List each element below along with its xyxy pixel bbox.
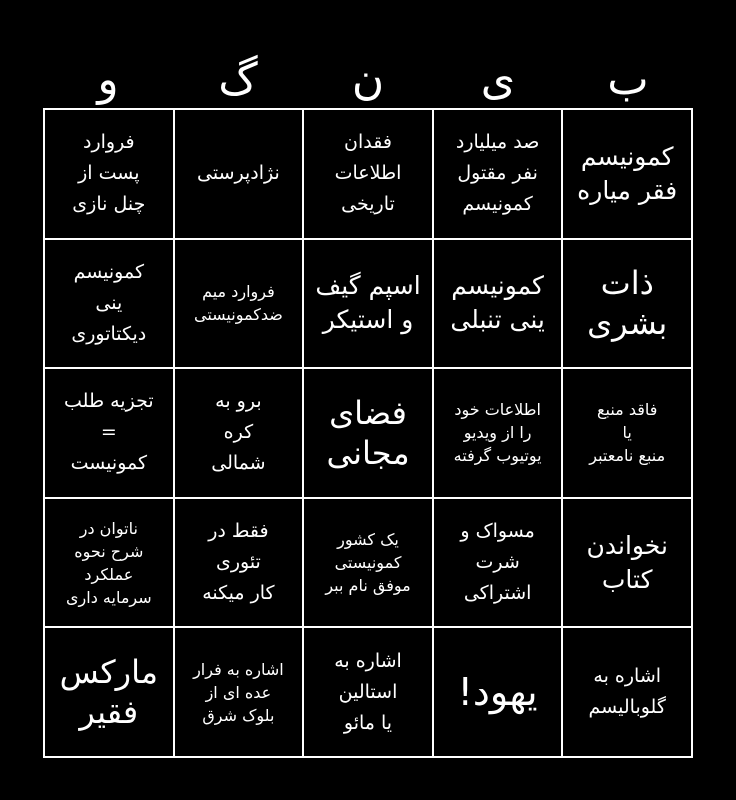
header-letter: گ <box>218 54 258 105</box>
cell-text: صد میلیارد نفر مقتول کمونیسم <box>455 131 540 216</box>
cell-text: فاقد منبع یا منبع نامعتبر <box>589 400 666 466</box>
bingo-cell[interactable] <box>303 498 433 628</box>
bingo-cell[interactable] <box>562 498 692 628</box>
bingo-cell[interactable] <box>174 368 304 498</box>
cell-text: اشاره به گلوبالیسم <box>588 665 666 719</box>
header-letter: ن <box>351 54 385 105</box>
cell-text: فقط در تئوری کار میکنه <box>202 520 275 605</box>
bingo-header <box>43 52 693 108</box>
bingo-cell[interactable] <box>303 239 433 369</box>
header-letter: و <box>97 54 119 105</box>
bingo-cell[interactable] <box>44 109 174 239</box>
bingo-cell[interactable] <box>174 239 304 369</box>
cell-text: کمونیسم فقر میاره <box>577 141 678 205</box>
cell-text: فروارد پست از چنل نازی <box>72 131 146 216</box>
bingo-cell[interactable] <box>44 239 174 369</box>
bingo-cell[interactable] <box>562 109 692 239</box>
cell-text: اسپم گیف و استیکر <box>315 271 421 335</box>
cell-text: تجزیه طلب = کمونیست <box>64 390 154 475</box>
bingo-cell[interactable] <box>562 368 692 498</box>
header-letter: ی <box>480 54 516 105</box>
cell-text: برو به کره شمالی <box>211 390 266 475</box>
cell-text: کمونیسم ینی تنبلی <box>450 271 545 335</box>
bingo-board <box>43 108 693 758</box>
bingo-cell[interactable] <box>44 368 174 498</box>
cell-text: یک کشور کمونیستی موفق نام ببر <box>325 530 411 596</box>
bingo-cell[interactable] <box>562 627 692 757</box>
cell-text: اشاره به استالین یا مائو <box>334 649 402 734</box>
bingo-cell[interactable] <box>433 498 563 628</box>
cell-text: ذات بشری <box>587 264 668 343</box>
bingo-cell[interactable] <box>174 498 304 628</box>
bingo-cell[interactable] <box>303 627 433 757</box>
bingo-cell[interactable] <box>44 627 174 757</box>
cell-text: یهود! <box>457 670 538 715</box>
bingo-cell[interactable] <box>303 109 433 239</box>
bingo-cell[interactable] <box>433 109 563 239</box>
bingo-cell[interactable] <box>433 627 563 757</box>
bingo-cell[interactable] <box>44 498 174 628</box>
cell-text: اطلاعات خود را از ویدیو یوتیوب گرفته <box>453 400 542 466</box>
cell-text: ناتوان در شرح نحوه عملکرد سرمایه داری <box>66 518 152 607</box>
cell-text: نژادپرستی <box>197 162 280 185</box>
bingo-cell[interactable] <box>433 368 563 498</box>
bingo-cell free-space[interactable] <box>303 368 433 498</box>
cell-text: اشاره به فرار عده ای از بلوک شرق <box>193 659 284 725</box>
cell-text: فقدان اطلاعات تاریخی <box>334 131 402 216</box>
cell-text: فضای مجانی <box>326 393 410 472</box>
bingo-cell[interactable] <box>174 109 304 239</box>
cell-text: کمونیسم ینی دیکتاتوری <box>71 260 147 345</box>
cell-text: فروارد میم ضدکمونیستی <box>193 282 283 325</box>
bingo-cell[interactable] <box>174 627 304 757</box>
header-letter: ب <box>607 54 649 105</box>
bingo-cell[interactable] <box>433 239 563 369</box>
cell-text: مارکس فقیر <box>59 653 158 732</box>
bingo-cell[interactable] <box>562 239 692 369</box>
cell-text: مسواک و شرت اشتراکی <box>460 520 535 605</box>
cell-text: نخواندن کتاب <box>586 530 668 594</box>
